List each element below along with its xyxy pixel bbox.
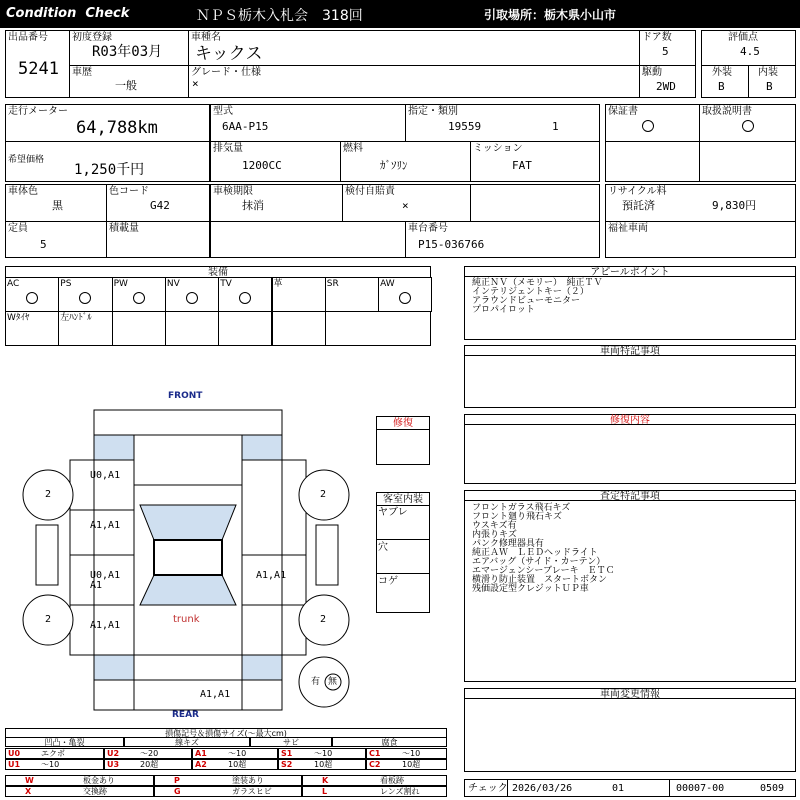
- history-label: 車歴: [72, 67, 92, 78]
- first-reg-label: 初度登録: [72, 32, 112, 43]
- blank-right-cell: [605, 141, 796, 182]
- check-code-1: 01: [612, 783, 625, 794]
- appeal-line: アラウンドビューモニター: [472, 296, 581, 306]
- inspection-label: 車検期限: [213, 186, 253, 197]
- legend-code: C2: [369, 760, 381, 769]
- change-title: 車両変更情報: [464, 688, 796, 699]
- legend-code: S1: [281, 749, 293, 758]
- chassis-value: P15-036766: [418, 238, 485, 251]
- check-label: チェック: [468, 783, 508, 794]
- legend-desc: 〜10: [228, 749, 247, 758]
- note-line: エマージェンシーブレーキ ＥＴＣ: [472, 566, 615, 576]
- equip-circle-icon: [133, 292, 145, 304]
- spare-label: 有: [311, 677, 321, 687]
- legend-desc: ガラスヒビ: [232, 787, 272, 796]
- liability-extra-cell: [470, 184, 600, 222]
- interior-box: [376, 505, 430, 613]
- legend-code: U1: [8, 760, 21, 769]
- liability-label: 検付自賠責: [345, 186, 395, 197]
- interior-title: 客室内装: [376, 492, 430, 506]
- price-value: 1,250千円: [74, 162, 145, 178]
- equip-label: NV: [166, 279, 180, 289]
- equip-label: SR: [326, 279, 339, 289]
- change-box: [464, 698, 796, 772]
- check-date: 2026/03/26: [512, 783, 573, 794]
- mark-rear-bumper: A1,A1: [200, 689, 231, 700]
- equip-label: AC: [7, 279, 20, 289]
- mark-front-left: U0,A1: [90, 470, 121, 481]
- inspection-value: 抹消: [242, 199, 264, 212]
- color-code-value: G42: [150, 199, 170, 212]
- recycle-label: リサイクル料: [608, 186, 667, 197]
- int-label: 内装: [758, 67, 778, 78]
- equip-cell-row2: [325, 311, 431, 346]
- tire-front-right: 2: [320, 489, 327, 500]
- mark-front-door-left: A1,A1: [90, 520, 121, 531]
- legend-desc: 10超: [314, 760, 333, 769]
- note-line: 内張りキズ: [472, 530, 517, 540]
- drive-value: 2WD: [656, 80, 676, 93]
- legend-code: G: [174, 787, 181, 796]
- note-line: ウスキズ有: [472, 521, 517, 531]
- equip-label: PS: [60, 279, 72, 289]
- fuel-label: 燃料: [343, 143, 363, 154]
- equip-label: PW: [113, 279, 128, 289]
- tire-front-left: 2: [45, 489, 52, 500]
- spec-value-1: 19559: [448, 120, 482, 133]
- equip-label: 革: [273, 279, 283, 289]
- body-color-value: 黒: [52, 199, 63, 212]
- name-label: 車種名: [191, 32, 221, 43]
- grade-label: グレード・仕様: [191, 67, 261, 78]
- price-label: 希望価格: [8, 155, 45, 165]
- welfare-label: 福祉車両: [608, 223, 648, 234]
- ext-label: 外装: [712, 67, 732, 78]
- capacity-value: 5: [40, 238, 47, 251]
- mileage-value: 64,788km: [76, 118, 158, 138]
- warranty-circle-icon: [642, 120, 654, 132]
- spare-mark: 無: [328, 677, 338, 687]
- load-label: 積載量: [109, 223, 139, 234]
- appeal-title: アピールポイント: [464, 266, 796, 277]
- interior-divider-1: [376, 539, 430, 540]
- capacity-label: 定員: [8, 223, 28, 234]
- spec-label: 指定・類別: [408, 106, 458, 117]
- manual-circle-icon: [742, 120, 754, 132]
- legend-desc: 10超: [402, 760, 421, 769]
- equip-row2-label: 左ﾊﾝﾄﾞﾙ: [60, 313, 92, 323]
- legend-desc: エクボ: [41, 749, 65, 758]
- doors-value: 5: [662, 45, 669, 58]
- note-line: フロント廻り飛石キズ: [472, 512, 562, 522]
- pickup-location: 引取場所：栃木県小山市: [484, 8, 617, 22]
- spec-value-2: 1: [552, 120, 559, 133]
- brand: Condition Check: [6, 6, 130, 21]
- legend-group: 凹凸・亀裂: [5, 737, 124, 747]
- interior-divider-2: [376, 573, 430, 574]
- legend-desc: 看板跡: [380, 776, 404, 785]
- grade-value: ×: [192, 77, 199, 90]
- mileage-label: 走行メーター: [8, 106, 68, 117]
- color-code-label: 色コード: [109, 186, 149, 197]
- notes-title: 査定特記事項: [464, 490, 796, 501]
- legend-code: W: [25, 776, 34, 785]
- score-value: 4.5: [740, 45, 760, 58]
- note-line: パンク修理器具有: [472, 539, 544, 549]
- legend-group: サビ: [250, 737, 332, 747]
- body-color-label: 車体色: [8, 186, 38, 197]
- note-line: 残価設定型クレジットＵＰ車: [472, 584, 589, 594]
- rear-label: REAR: [172, 710, 199, 720]
- model-value: 6AA-P15: [222, 120, 269, 133]
- legend-code: U0: [8, 749, 21, 758]
- note-line: エアバッグ（サイド・カーテン）: [472, 557, 606, 567]
- model-label: 型式: [213, 106, 233, 117]
- note-line: フロントガラス飛石キズ: [472, 503, 571, 513]
- displacement-label: 排気量: [213, 143, 243, 154]
- special-box: [464, 355, 796, 408]
- first-reg-value: R03年03月: [92, 44, 163, 60]
- warranty-label: 保証書: [608, 106, 638, 117]
- manual-label: 取扱説明書: [702, 106, 752, 117]
- recycle-status: 預託済: [622, 199, 655, 212]
- legend-desc: 〜10: [402, 749, 421, 758]
- history-value: 一般: [115, 79, 137, 92]
- equip-circle-icon: [399, 292, 411, 304]
- score-label: 評価点: [728, 32, 758, 43]
- legend-desc: 交換跡: [83, 787, 107, 796]
- repair-contents-title: 修復内容: [464, 414, 796, 425]
- note-line: 横滑り防止装置 スタートボタン: [472, 575, 608, 585]
- ext-value: B: [718, 80, 725, 93]
- equip-cell-row2: [112, 311, 166, 346]
- lot-number: 5241: [18, 59, 59, 79]
- mission-label: ミッション: [473, 143, 523, 154]
- interior-tear: ヤブレ: [378, 507, 408, 518]
- equip-label: AW: [380, 279, 395, 289]
- front-label: FRONT: [168, 391, 203, 401]
- equip-cell-row2: [218, 311, 272, 346]
- recycle-value: 9,830円: [712, 199, 757, 212]
- car-name: キックス: [195, 44, 263, 64]
- legend-desc: 〜10: [314, 749, 333, 758]
- tire-rear-left: 2: [45, 614, 52, 625]
- special-title: 車両特記事項: [464, 345, 796, 356]
- interior-hole: 穴: [378, 542, 388, 553]
- mark-right-doors: A1,A1: [256, 570, 287, 581]
- legend-group: 線キズ: [124, 737, 250, 747]
- legend-desc: 〜20: [140, 749, 159, 758]
- legend-desc: 塗装あり: [232, 776, 264, 785]
- lot-label: 出品番号: [8, 32, 48, 43]
- legend-desc: 10超: [228, 760, 247, 769]
- appeal-line: インテリジェントキー（２）: [472, 287, 589, 297]
- auction-title: ＮＰＳ栃木入札会 318回: [196, 8, 363, 24]
- equip-circle-icon: [186, 292, 198, 304]
- mission-value: FAT: [512, 159, 532, 172]
- liability-value: ×: [402, 199, 409, 212]
- check-code-2: 00007-00: [676, 783, 725, 794]
- equipment-title: 装備: [5, 266, 431, 278]
- mark-rear-door-left-2: A1: [90, 580, 103, 591]
- footer-div-2: [669, 779, 670, 797]
- repair-contents-box: [464, 424, 796, 484]
- legend-desc: 20超: [140, 760, 159, 769]
- mark-rear-left: A1,A1: [90, 620, 121, 631]
- legend-code: L: [322, 787, 328, 796]
- repair-box: [376, 429, 430, 465]
- legend-code: A2: [195, 760, 207, 769]
- mark-rear-door-left: U0,A1: [90, 570, 121, 581]
- tire-rear-right: 2: [320, 614, 327, 625]
- legend-code: P: [174, 776, 180, 785]
- legend-code: U3: [107, 760, 120, 769]
- equip-row2-label: Wﾀｲﾔ: [7, 313, 30, 323]
- legend-desc: 板金あり: [83, 776, 115, 785]
- equip-cell-row2: [272, 311, 326, 346]
- legend-desc: レンズ割れ: [380, 787, 420, 796]
- trunk-label: trunk: [173, 614, 200, 625]
- equip-cell-row2: [165, 311, 219, 346]
- legend-code: C1: [369, 749, 381, 758]
- displacement-value: 1200CC: [242, 159, 282, 172]
- legend-code: X: [25, 787, 32, 796]
- legend-group: 腐食: [332, 737, 447, 747]
- interior-burn: コゲ: [378, 576, 398, 587]
- legend-code: A1: [195, 749, 207, 758]
- fuel-value: ｶﾞｿﾘﾝ: [380, 159, 408, 172]
- chassis-label: 車台番号: [408, 223, 448, 234]
- divider: [699, 141, 700, 182]
- repair-title: 修復: [376, 416, 430, 430]
- equip-label: TV: [220, 279, 232, 289]
- legend-code: K: [322, 776, 329, 785]
- equip-circle-icon: [26, 292, 38, 304]
- appeal-line: プロパイロット: [472, 305, 535, 315]
- legend-title: 損傷記号＆損傷サイズ(〜最大cm): [5, 728, 447, 738]
- blank-mid-cell: [210, 221, 406, 258]
- legend-desc: 〜10: [41, 760, 60, 769]
- appeal-line: 純正ＮＶ（メモリー） 純正ＴＶ: [472, 278, 603, 288]
- check-code-3: 0509: [760, 783, 785, 794]
- int-value: B: [766, 80, 773, 93]
- legend-code: S2: [281, 760, 293, 769]
- note-line: 純正ＡＷ ＬＥＤヘッドライト: [472, 548, 598, 558]
- drive-label: 駆動: [642, 67, 662, 78]
- legend-code: U2: [107, 749, 120, 758]
- doors-label: ドア数: [642, 32, 672, 43]
